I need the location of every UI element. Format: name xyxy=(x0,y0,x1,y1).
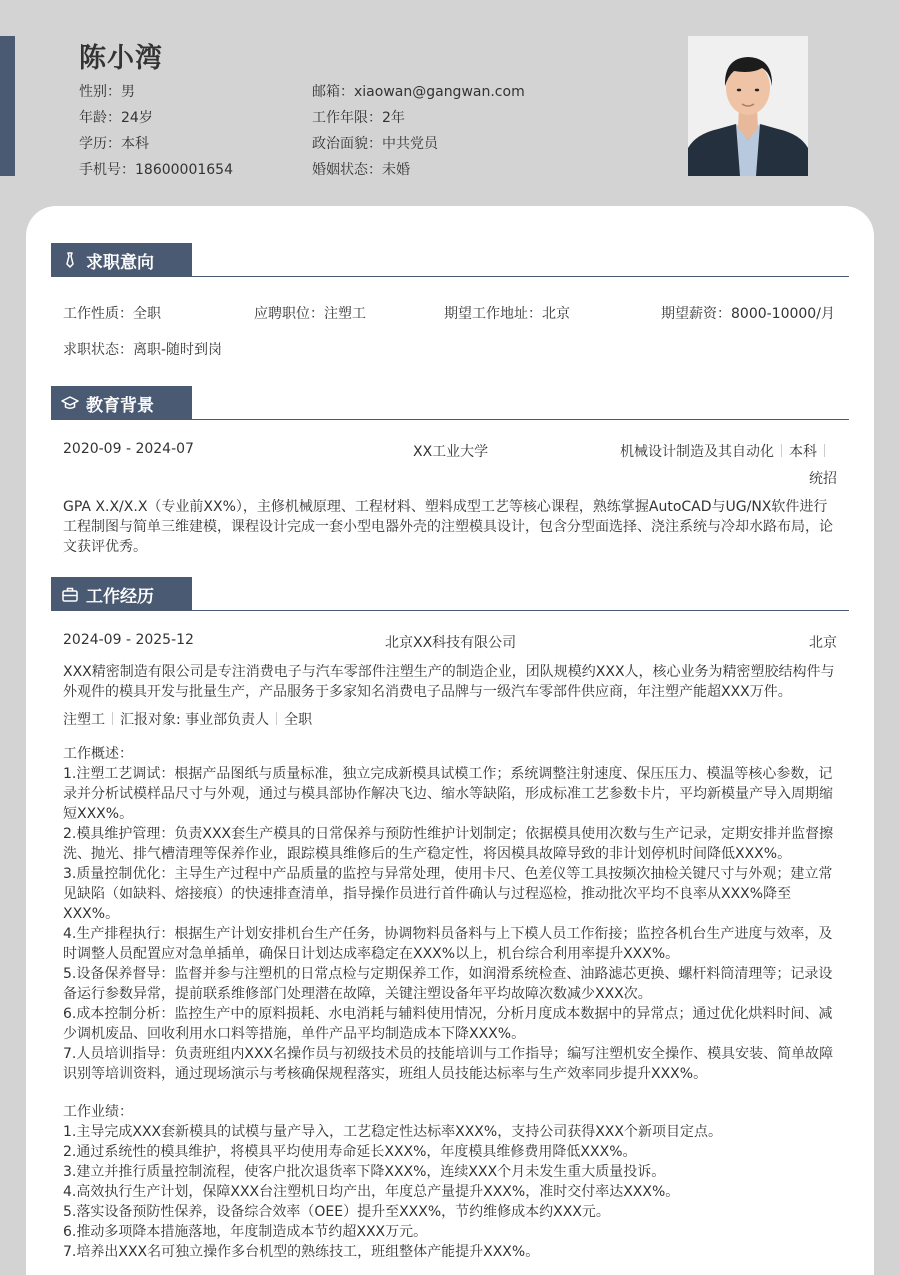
resume-card xyxy=(26,206,874,1275)
education-tab xyxy=(51,386,192,420)
email-row: 邮箱：xiaowan@gangwan.com xyxy=(312,84,525,100)
education-mode: 统招 xyxy=(809,471,837,487)
summary-title: 工作概述： xyxy=(63,746,133,762)
education-header xyxy=(51,386,849,420)
header-accent-bar xyxy=(0,36,15,176)
job-intent-title: 求职意向 xyxy=(86,252,154,273)
phone-row: 手机号：18600001654 xyxy=(79,162,233,178)
role-line xyxy=(63,709,312,729)
separator xyxy=(824,444,825,457)
education-period: 2020-09 - 2024-07 xyxy=(63,441,194,457)
summary-item: 1.注塑工艺调试：根据产品图纸与质量标准，独立完成新模具试模工作；系统调整注射速度、保压压力、模温等核心参数，记录并分析试模样品尺寸与外观，通过与模具部协作解决飞边、缩水等缺陷，形成标准工艺参数卡片，平均新模量产导入周期缩短XXX%。 xyxy=(63,766,833,822)
achievement-item: 4.高效执行生产计划，保障XXX台注塑机日均产出，年度总产量提升XXX%，准时交付率达XXX%。 xyxy=(63,1184,680,1200)
work-type-field: 工作性质：全职 xyxy=(63,306,161,322)
location-field: 期望工作地址：北京 xyxy=(444,306,570,322)
candidate-name: 陈小湾 xyxy=(79,43,163,74)
education-level-row: 学历：本科 xyxy=(79,136,149,152)
separator xyxy=(112,712,113,725)
achievement-item: 2.通过系统性的模具维护，将模具平均使用寿命延长XXX%，年度模具维修费用降低XXX%。 xyxy=(63,1144,637,1160)
position-field: 应聘职位：注塑工 xyxy=(254,306,366,322)
summary-item: 6.成本控制分析：监控生产中的原料损耗、水电消耗与辅料使用情况，分析月度成本数据中的异常点；通过优化烘料时间、减少调机废品、回收利用水口料等措施，单件产品平均制造成本下降XXX%。 xyxy=(63,1006,833,1042)
work-title: 工作经历 xyxy=(86,586,154,607)
achievement-item: 3.建立并推行质量控制流程，使客户批次退货率下降XXX%，连续XXX个月未发生重大质量投诉。 xyxy=(63,1164,666,1180)
education-major-degree xyxy=(620,441,832,461)
avatar-illustration xyxy=(688,36,808,176)
role: 注塑工 xyxy=(63,712,105,728)
achievement-item: 1.主导完成XXX套新模具的试模与量产导入，工艺稳定性达标率XXX%，支持公司获得XXX个新项目定点。 xyxy=(63,1124,722,1140)
age-row: 年龄：24岁 xyxy=(79,110,153,126)
school-name: XX工业大学 xyxy=(413,444,489,460)
achievement-item: 7.培养出XXX名可独立操作多台机型的熟练技工，班组整体产能提升XXX%。 xyxy=(63,1244,540,1260)
work-header xyxy=(51,577,849,611)
work-achievements xyxy=(63,1102,835,1262)
summary-item: 4.生产排程执行：根据生产计划安排机台生产任务，协调物料员备料与上下模人员工作衔接；监控各机台生产进度与效率，及时调整人员配置应对急单插单，确保日计划达成率稳定在XXX%以上，机台综合利用率提升XXX%。 xyxy=(63,926,833,962)
degree: 本科 xyxy=(789,444,817,460)
profile-photo xyxy=(688,36,808,176)
report-to: 汇报对象: 事业部负责人 xyxy=(120,712,270,728)
major: 机械设计制造及其自动化 xyxy=(620,444,774,460)
summary-item: 7.人员培训指导：负责班组内XXX名操作员与初级技术员的技能培训与工作指导；编写注塑机安全操作、模具安装、简单故障识别等培训资料，通过现场演示与考核确保规程落实，班组人员技能达标率与生产效率同步提升XXX%。 xyxy=(63,1046,834,1082)
tie-icon xyxy=(61,251,79,269)
achievements-title: 工作业绩： xyxy=(63,1104,133,1120)
graduation-cap-icon xyxy=(61,394,79,412)
work-location: 北京 xyxy=(809,635,837,651)
education-title: 教育背景 xyxy=(86,395,154,416)
personal-info-left xyxy=(79,79,233,183)
job-intent-tab xyxy=(51,243,192,277)
personal-info-right xyxy=(312,79,525,183)
briefcase-icon xyxy=(61,585,79,603)
summary-item: 5.设备保养督导：监督并参与注塑机的日常点检与定期保养工作，如润滑系统检查、油路滤芯更换、螺杆料筒清理等；记录设备运行参数异常，提前联系维修部门处理潜在故障，关键注塑设备年平均故障次数减少XXX次。 xyxy=(63,966,833,1002)
job-type: 全职 xyxy=(284,712,313,728)
work-period: 2024-09 - 2025-12 xyxy=(63,632,194,648)
separator xyxy=(781,444,782,457)
education-description: GPA X.X/X.X（专业前XX%），主修机械原理、工程材料、塑料成型工艺等核心课程，熟练掌握AutoCAD与UG/NX软件进行工程制图与简单三维建模，课程设计完成一套小型电器外壳的注塑模具设计，包含分型面选择、浇注系统与冷却水路布局，论文获评优秀。 xyxy=(63,499,833,555)
summary-item: 2.模具维护管理：负责XXX套生产模具的日常保养与预防性维护计划制定；依据模具使用次数与生产记录，定期安排并监督擦洗、抛光、排气槽清理等保养作业，跟踪模具维修后的生产稳定性，将因模具故障导致的非计划停机时间降低XXX%。 xyxy=(63,826,834,862)
salary-field: 期望薪资：8000-10000/月 xyxy=(661,306,835,322)
summary-item: 3.质量控制优化：主导生产过程中产品质量的监控与异常处理，使用卡尺、色差仪等工具按频次抽检关键尺寸与外观；建立常见缺陷（如缺料、熔接痕）的快速排查清单，指导操作员进行首件确认与过程巡检，推动批次平均不良率从XXX%降至XXX%。 xyxy=(63,866,833,922)
job-intent-header xyxy=(51,243,849,277)
gender-row: 性别：男 xyxy=(79,84,135,100)
work-tab xyxy=(51,577,192,611)
achievement-item: 6.推动多项降本措施落地，年度制造成本节约超XXX万元。 xyxy=(63,1224,428,1240)
company-name: 北京XX科技有限公司 xyxy=(385,635,517,651)
work-years-row: 工作年限：2年 xyxy=(312,110,405,126)
company-intro: XXX精密制造有限公司是专注消费电子与汽车零部件注塑生产的制造企业，团队规模约XXX人，核心业务为精密塑胶结构件与外观件的模具开发与批量生产，产品服务于多家知名消费电子品牌与一级汽车零部件供应商，年注塑产能超XXX万件。 xyxy=(63,664,835,700)
work-summary xyxy=(63,744,835,1084)
marital-status-row: 婚姻状态：未婚 xyxy=(312,162,410,178)
status-field: 求职状态：离职-随时到岗 xyxy=(63,342,223,358)
separator xyxy=(276,712,277,725)
political-status-row: 政治面貌：中共党员 xyxy=(312,136,438,152)
achievement-item: 5.落实设备预防性保养，设备综合效率（OEE）提升至XXX%，节约维修成本约XXX元。 xyxy=(63,1204,610,1220)
